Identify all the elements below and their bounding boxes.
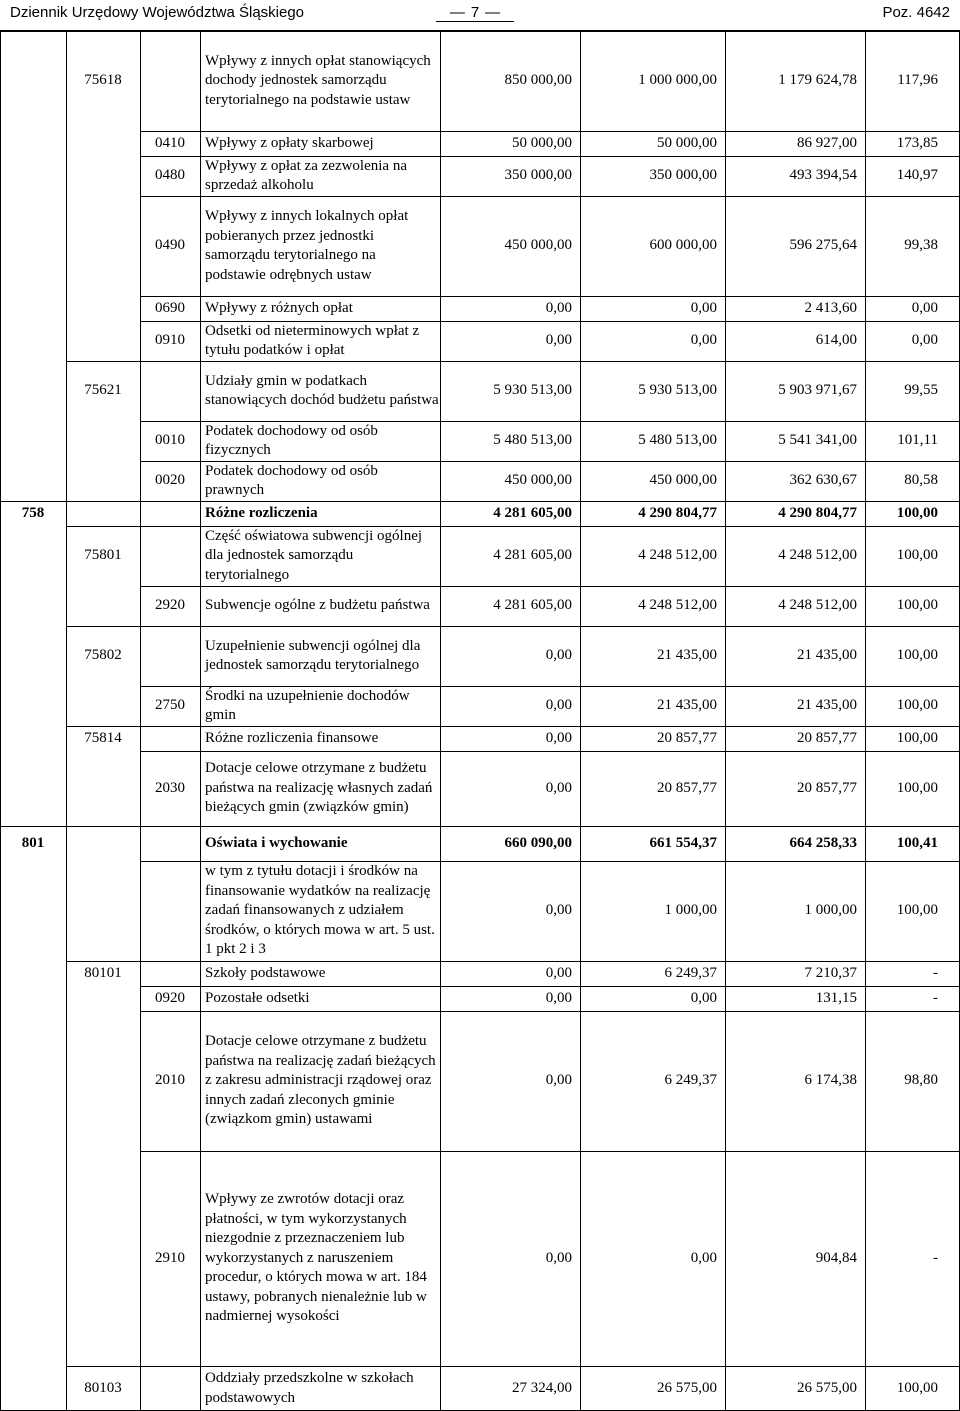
plan-cell [440,686,580,726]
percent-cell [865,361,960,421]
paragraf-cell [140,986,200,1011]
execution-text: 6 174,38 [804,1072,857,1089]
name-cell [200,321,440,361]
name-text: Szkoły podstawowe [205,964,326,981]
name-cell [200,986,440,1011]
plan-after-changes-text: 5 930 513,00 [638,382,717,399]
rozdzial-cell [66,1366,140,1411]
execution-text: 596 275,64 [789,237,857,254]
paragraf-text: 2750 [155,697,185,714]
name-text: Podatek dochodowy od osób prawnych [205,462,378,498]
percent-text: 173,85 [896,134,938,151]
rozdzial-cell [66,526,140,586]
column-border [66,31,67,1411]
rozdzial-text: 75802 [84,647,122,664]
plan-after-changes-text: 4 248 512,00 [638,597,717,614]
plan-after-changes-cell [580,526,725,586]
percent-cell [865,321,960,361]
execution-text: 5 541 341,00 [778,432,857,449]
paragraf-cell [140,1011,200,1151]
execution-cell [725,751,865,826]
name-cell [200,421,440,461]
plan-after-changes-cell [580,501,725,526]
paragraf-cell [140,1151,200,1366]
paragraf-text: 0020 [155,472,185,489]
plan-after-changes-text: 661 554,37 [649,834,717,851]
execution-text: 362 630,67 [789,472,857,489]
rozdzial-cell [66,361,140,421]
execution-cell [725,156,865,196]
plan-text: 0,00 [545,729,572,746]
page-number [425,4,525,21]
plan-after-changes-text: 0,00 [690,989,717,1006]
execution-cell [725,526,865,586]
paragraf-text: 0920 [155,989,185,1006]
name-text: Wpływy z opłat za zezwolenia na sprzedaż alkoholu [205,157,407,193]
plan-text: 5 930 513,00 [493,382,572,399]
name-cell [200,461,440,501]
name-cell [200,156,440,196]
name-text: Wpływy z innych opłat stanowiących dochody jednostek samorządu terytorialnego na podstawie ustaw [205,52,431,108]
execution-cell [725,501,865,526]
plan-cell [440,196,580,296]
paragraf-text: 0910 [155,332,185,349]
plan-after-changes-cell [580,131,725,156]
percent-cell [865,586,960,626]
execution-cell [725,826,865,861]
paragraf-cell [140,461,200,501]
execution-cell [725,131,865,156]
plan-after-changes-cell [580,31,725,131]
paragraf-cell [140,686,200,726]
percent-cell [865,131,960,156]
percent-cell [865,196,960,296]
plan-after-changes-text: 350 000,00 [649,167,717,184]
plan-after-changes-cell [580,861,725,961]
rozdzial-text: 80101 [84,964,122,981]
execution-cell [725,296,865,321]
plan-after-changes-text: 50 000,00 [657,134,717,151]
rozdzial-cell [66,31,140,131]
plan-after-changes-text: 600 000,00 [649,237,717,254]
percent-cell [865,31,960,131]
plan-text: 660 090,00 [504,834,572,851]
journal-title: Dziennik Urzędowy Województwa Śląskiego [10,4,305,21]
paragraf-text: 2030 [155,779,185,796]
plan-after-changes-text: 0,00 [690,299,717,316]
percent-cell [865,421,960,461]
percent-cell [865,461,960,501]
plan-cell [440,826,580,861]
plan-text: 50 000,00 [512,134,572,151]
percent-text: 100,00 [896,902,938,919]
execution-cell [725,196,865,296]
dzial-text: 801 [21,834,45,851]
name-text: Podatek dochodowy od osób fizycznych [205,422,378,458]
name-text: w tym z tytułu dotacji i środków na finansowanie wydatków na realizację zadań finansowanych z udziałem środków, o których mowa w art. 5 ust. 1 pkt 2 i 3 [205,863,435,958]
execution-cell [725,726,865,751]
plan-cell [440,501,580,526]
execution-cell [725,586,865,626]
rozdzial-text: 80103 [84,1379,122,1396]
plan-after-changes-text: 21 435,00 [657,697,717,714]
dzial-text: 758 [21,504,45,521]
percent-text: 99,38 [904,237,938,254]
name-text: Oświata i wychowanie [205,834,348,851]
paragraf-text: 2910 [155,1249,185,1266]
paragraf-cell [140,751,200,826]
execution-text: 4 290 804,77 [778,504,857,521]
name-cell [200,626,440,686]
rozdzial-text: 75621 [84,382,122,399]
plan-text: 5 480 513,00 [493,432,572,449]
plan-cell [440,361,580,421]
percent-text: 99,55 [904,382,938,399]
execution-text: 131,15 [815,989,857,1006]
plan-text: 0,00 [545,647,572,664]
execution-cell [725,986,865,1011]
percent-text: 101,11 [897,432,938,449]
plan-after-changes-text: 20 857,77 [657,779,717,796]
execution-text: 493 394,54 [789,167,857,184]
plan-after-changes-text: 4 248 512,00 [638,547,717,564]
percent-text: 140,97 [896,167,938,184]
name-text: Środki na uzupełnienie dochodów gmin [205,687,410,723]
percent-text: 100,00 [896,647,938,664]
paragraf-text: 0480 [155,167,185,184]
name-cell [200,526,440,586]
paragraf-text: 0010 [155,432,185,449]
plan-text: 0,00 [545,989,572,1006]
name-cell [200,131,440,156]
percent-cell [865,986,960,1011]
name-text: Subwencje ogólne z budżetu państwa [205,597,430,614]
percent-text: 0,00 [911,332,938,349]
paragraf-cell [140,131,200,156]
name-cell [200,1366,440,1411]
plan-text: 4 281 605,00 [493,597,572,614]
plan-cell [440,461,580,501]
plan-after-changes-cell [580,361,725,421]
plan-text: 450 000,00 [504,472,572,489]
percent-cell [865,1151,960,1366]
plan-after-changes-cell [580,586,725,626]
plan-text: 0,00 [545,779,572,796]
name-text: Odsetki od nieterminowych wpłat z tytułu podatków i opłat [205,322,420,358]
execution-text: 7 210,37 [804,964,857,981]
execution-text: 26 575,00 [797,1379,857,1396]
plan-after-changes-text: 0,00 [690,332,717,349]
name-cell [200,686,440,726]
percent-text: - [933,989,938,1006]
plan-cell [440,1151,580,1366]
paragraf-text: 2920 [155,597,185,614]
percent-cell [865,626,960,686]
execution-text: 4 248 512,00 [778,547,857,564]
execution-cell [725,1151,865,1366]
execution-text: 20 857,77 [797,729,857,746]
plan-cell [440,626,580,686]
percent-cell [865,1011,960,1151]
plan-cell [440,861,580,961]
rozdzial-cell [66,726,140,751]
plan-text: 0,00 [545,902,572,919]
plan-text: 0,00 [545,1249,572,1266]
plan-after-changes-cell [580,421,725,461]
name-text: Dotacje celowe otrzymane z budżetu państwa na realizację własnych zadań bieżących gmin (związków gmin) [205,760,433,816]
plan-after-changes-cell [580,986,725,1011]
plan-cell [440,586,580,626]
execution-text: 1 000,00 [804,902,857,919]
plan-text: 0,00 [545,332,572,349]
execution-text: 4 248 512,00 [778,597,857,614]
plan-text: 4 281 605,00 [493,547,572,564]
plan-after-changes-text: 4 290 804,77 [638,504,717,521]
percent-cell [865,726,960,751]
paragraf-cell [140,196,200,296]
name-text: Różne rozliczenia finansowe [205,729,379,746]
plan-after-changes-cell [580,726,725,751]
name-cell [200,361,440,421]
plan-cell [440,31,580,131]
execution-text: 86 927,00 [797,134,857,151]
percent-text: 98,80 [904,1072,938,1089]
plan-text: 0,00 [545,299,572,316]
name-cell [200,1011,440,1151]
plan-text: 350 000,00 [504,167,572,184]
plan-after-changes-text: 1 000,00 [664,902,717,919]
percent-text: 100,00 [896,547,938,564]
plan-after-changes-cell [580,1011,725,1151]
rozdzial-text: 75814 [84,729,122,746]
paragraf-text: 0410 [155,134,185,151]
plan-after-changes-text: 20 857,77 [657,729,717,746]
paragraf-text: 2010 [155,1072,185,1089]
paragraf-text: 0690 [155,299,185,316]
plan-cell [440,986,580,1011]
plan-after-changes-cell [580,156,725,196]
execution-text: 20 857,77 [797,779,857,796]
execution-cell [725,361,865,421]
name-cell [200,826,440,861]
plan-after-changes-cell [580,686,725,726]
plan-after-changes-text: 5 480 513,00 [638,432,717,449]
percent-cell [865,686,960,726]
rozdzial-text: 75618 [84,72,122,89]
position-number: Poz. 4642 [882,4,950,21]
plan-cell [440,526,580,586]
plan-after-changes-cell [580,961,725,986]
plan-text: 0,00 [545,697,572,714]
plan-after-changes-text: 6 249,37 [664,964,717,981]
name-text: Część oświatowa subwencji ogólnej dla jednostek samorządu terytorialnego [205,527,423,583]
name-cell [200,296,440,321]
plan-cell [440,751,580,826]
plan-after-changes-cell [580,826,725,861]
plan-cell [440,421,580,461]
execution-cell [725,321,865,361]
percent-text: 0,00 [911,299,938,316]
name-cell [200,31,440,131]
plan-text: 27 324,00 [512,1379,572,1396]
plan-after-changes-cell [580,296,725,321]
paragraf-cell [140,421,200,461]
execution-text: 614,00 [815,332,857,349]
paragraf-text: 0490 [155,237,185,254]
plan-text: 4 281 605,00 [493,504,572,521]
execution-text: 904,84 [815,1249,857,1266]
plan-after-changes-cell [580,626,725,686]
percent-cell [865,1366,960,1411]
plan-text: 850 000,00 [504,72,572,89]
plan-cell [440,296,580,321]
name-cell [200,1151,440,1366]
plan-cell [440,961,580,986]
plan-after-changes-text: 6 249,37 [664,1072,717,1089]
percent-cell [865,526,960,586]
plan-after-changes-cell [580,461,725,501]
percent-cell [865,751,960,826]
percent-text: - [933,964,938,981]
execution-cell [725,1366,865,1411]
execution-cell [725,31,865,131]
percent-text: 100,00 [896,779,938,796]
execution-text: 5 903 971,67 [778,382,857,399]
percent-cell [865,861,960,961]
percent-text: 100,00 [896,697,938,714]
percent-text: 100,00 [896,1379,938,1396]
name-cell [200,961,440,986]
percent-text: 117,96 [897,72,938,89]
plan-after-changes-text: 21 435,00 [657,647,717,664]
name-cell [200,861,440,961]
percent-text: 100,00 [896,597,938,614]
name-text: Oddziały przedszkolne w szkołach podstawowych [205,1370,414,1406]
column-border [0,31,1,1411]
plan-cell [440,726,580,751]
percent-text: 100,00 [896,504,938,521]
plan-after-changes-cell [580,1151,725,1366]
plan-after-changes-text: 26 575,00 [657,1379,717,1396]
plan-after-changes-text: 1 000 000,00 [638,72,717,89]
rozdzial-cell [66,961,140,986]
budget-table [0,31,960,1406]
plan-after-changes-cell [580,1366,725,1411]
name-cell [200,726,440,751]
percent-cell [865,296,960,321]
execution-cell [725,461,865,501]
paragraf-cell [140,586,200,626]
name-text: Wpływy z opłaty skarbowej [205,134,374,151]
plan-text: 450 000,00 [504,237,572,254]
page-header [0,0,960,30]
name-text: Wpływy z różnych opłat [205,299,353,316]
paragraf-cell [140,321,200,361]
paragraf-cell [140,156,200,196]
execution-text: 2 413,60 [804,299,857,316]
percent-cell [865,501,960,526]
execution-cell [725,421,865,461]
plan-cell [440,1366,580,1411]
dzial-cell [0,826,66,861]
name-text: Udziały gmin w podatkach stanowiących dochód budżetu państwa [205,372,439,408]
plan-cell [440,1011,580,1151]
name-cell [200,751,440,826]
percent-cell [865,156,960,196]
plan-after-changes-cell [580,751,725,826]
execution-cell [725,1011,865,1151]
percent-cell [865,961,960,986]
execution-cell [725,686,865,726]
name-text: Wpływy ze zwrotów dotacji oraz płatności, w tym wykorzystanych niezgodnie z przeznaczeniem lub wykorzystanych z naruszeniem procedur, o których mowa w art. 184 ustawy, pobranych nienależnie lub w nadmiernej wysokości [205,1191,427,1325]
name-text: Różne rozliczenia [205,504,318,521]
rozdzial-cell [66,626,140,686]
percent-text: - [933,1249,938,1266]
plan-after-changes-cell [580,196,725,296]
execution-text: 21 435,00 [797,647,857,664]
name-text: Wpływy z innych lokalnych opłat pobieranych przez jednostki samorządu terytorialnego na podstawie odrębnych ustaw [205,208,409,283]
execution-cell [725,626,865,686]
name-text: Dotacje celowe otrzymane z budżetu państwa na realizację zadań bieżących z zakresu administracji rządowej oraz innych zadań zleconych gminie (związkom gmin) ustawami [205,1033,436,1128]
percent-text: 100,41 [896,834,938,851]
plan-after-changes-text: 450 000,00 [649,472,717,489]
page-number-value: — 7 — [436,4,514,22]
name-text: Pozostałe odsetki [205,989,310,1006]
plan-cell [440,131,580,156]
dzial-cell [0,501,66,526]
rozdzial-text: 75801 [84,547,122,564]
name-cell [200,501,440,526]
name-cell [200,586,440,626]
plan-text: 0,00 [545,964,572,981]
plan-after-changes-text: 0,00 [690,1249,717,1266]
percent-text: 80,58 [904,472,938,489]
execution-cell [725,861,865,961]
execution-text: 21 435,00 [797,697,857,714]
plan-text: 0,00 [545,1072,572,1089]
plan-after-changes-cell [580,321,725,361]
name-text: Uzupełnienie subwencji ogólnej dla jednostek samorządu terytorialnego [205,637,421,673]
plan-cell [440,156,580,196]
paragraf-cell [140,296,200,321]
execution-cell [725,961,865,986]
percent-cell [865,826,960,861]
execution-text: 664 258,33 [789,834,857,851]
name-cell [200,196,440,296]
execution-text: 1 179 624,78 [778,72,857,89]
plan-cell [440,321,580,361]
percent-text: 100,00 [896,729,938,746]
